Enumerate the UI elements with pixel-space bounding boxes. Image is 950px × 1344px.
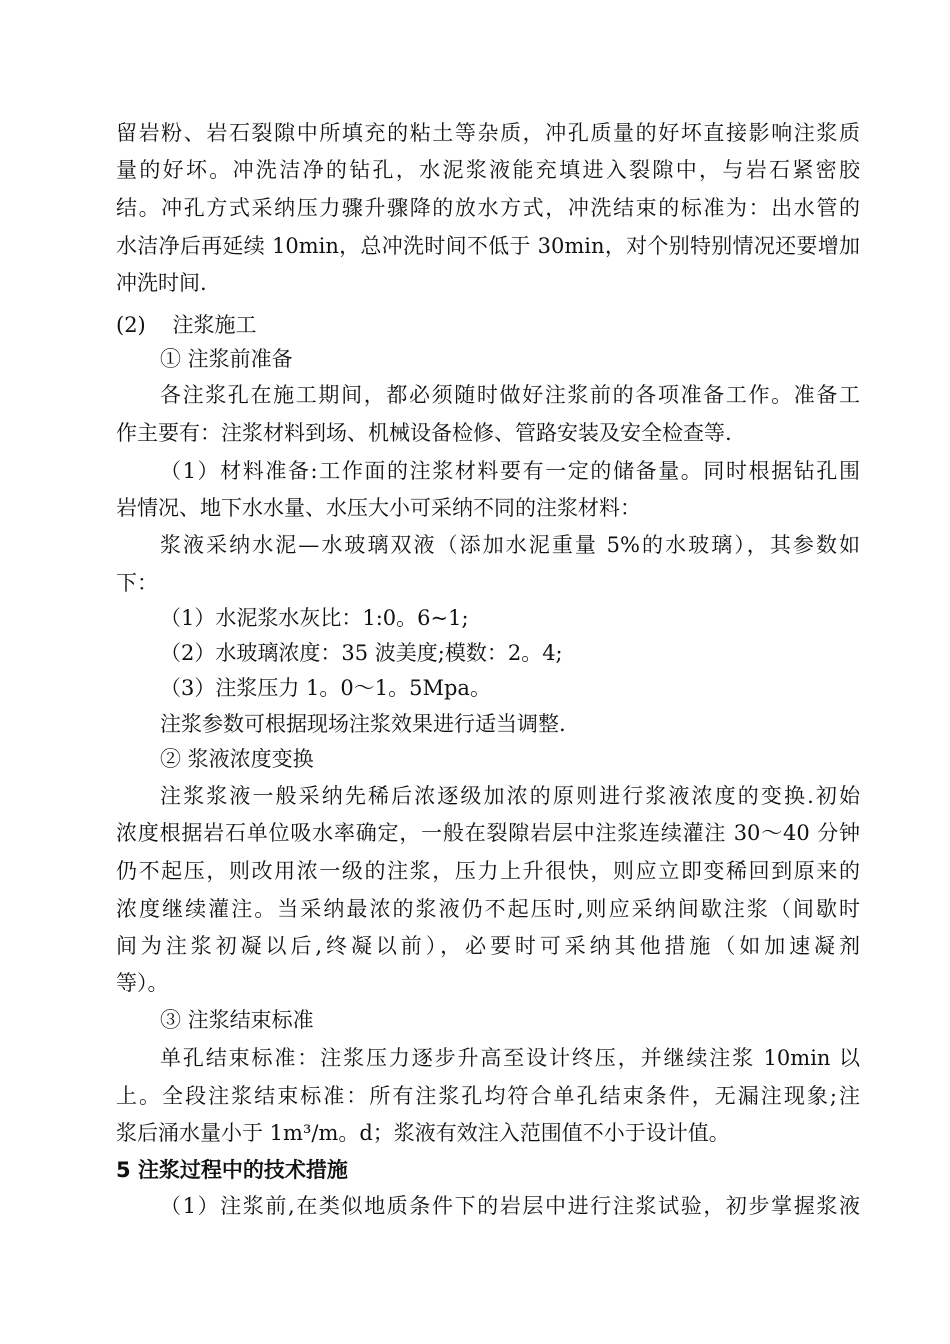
paragraph-line: 单孔结束标准：注浆压力逐步升高至设计终压，并继续注浆 10min 以 <box>160 1046 860 1070</box>
paragraph-line: 作主要有：注浆材料到场、机械设备检修、管路安装及安全检查等. <box>116 421 732 445</box>
section-heading: (2) 注浆施工 <box>116 313 257 337</box>
paragraph-line: 间为注浆初凝以后,终凝以前），必要时可采纳其他措施（如加速凝剂 <box>116 934 860 958</box>
paragraph-line: 注浆浆液一般采纳先稀后浓逐级加浓的原则进行浆液浓度的变换.初始 <box>160 784 860 808</box>
paragraph-line: 仍不起压，则改用浓一级的注浆，压力上升很快，则应立即变稀回到原来的 <box>116 859 860 883</box>
subsection-heading: ③ 注浆结束标准 <box>160 1008 314 1032</box>
paragraph-line: 等）。 <box>116 971 169 995</box>
paragraph-line: 浓度继续灌注。当采纳最浓的浆液仍不起压时,则应采纳间歇注浆（间歇时 <box>116 897 860 921</box>
paragraph-line: 冲洗时间. <box>116 271 207 295</box>
paragraph-line: 岩情况、地下水水量、水压大小可采纳不同的注浆材料： <box>116 496 641 520</box>
subsection-heading: ① 注浆前准备 <box>160 347 293 371</box>
section-heading: 5 注浆过程中的技术措施 <box>116 1158 348 1182</box>
parameter-item: （1）水泥浆水灰比：1:0。6~1; <box>160 606 469 630</box>
paragraph-line: 水洁净后再延续 10min，总冲洗时间不低于 30min，对个别特别情况还要增加 <box>116 234 860 258</box>
paragraph-line: （1）注浆前,在类似地质条件下的岩层中进行注浆试验，初步掌握浆液 <box>160 1194 860 1218</box>
subsection-heading: ② 浆液浓度变换 <box>160 747 314 771</box>
paragraph-line: 结。冲孔方式采纳压力骤升骤降的放水方式，冲洗结束的标准为：出水管的 <box>116 196 860 220</box>
parameter-item: （3）注浆压力 1。0～1。5Mpa。 <box>160 676 491 700</box>
paragraph-line: 各注浆孔在施工期间，都必须随时做好注浆前的各项准备工作。准备工 <box>160 383 860 407</box>
paragraph-line: 下： <box>116 571 158 595</box>
paragraph-line: 浆后涌水量小于 1m³/m。d；浆液有效注入范围值不小于设计值。 <box>116 1121 730 1145</box>
paragraph-line: 留岩粉、岩石裂隙中所填充的粘土等杂质，冲孔质量的好坏直接影响注浆质 <box>116 121 860 145</box>
paragraph-line: 量的好坏。冲洗洁净的钻孔，水泥浆液能充填进入裂隙中，与岩石紧密胶 <box>116 158 860 182</box>
paragraph-line: 浆液采纳水泥—水玻璃双液（添加水泥重量 5%的水玻璃），其参数如 <box>160 533 860 557</box>
paragraph-line: （1）材料准备:工作面的注浆材料要有一定的储备量。同时根据钻孔围 <box>160 459 860 483</box>
parameter-item: （2）水玻璃浓度：35 波美度;模数：2。4; <box>160 641 563 665</box>
paragraph-line: 上。全段注浆结束标准：所有注浆孔均符合单孔结束条件，无漏注现象;注 <box>116 1084 860 1108</box>
paragraph-line: 浓度根据岩石单位吸水率确定，一般在裂隙岩层中注浆连续灌注 30～40 分钟 <box>116 821 860 845</box>
paragraph-line: 注浆参数可根据现场注浆效果进行适当调整. <box>160 712 566 736</box>
